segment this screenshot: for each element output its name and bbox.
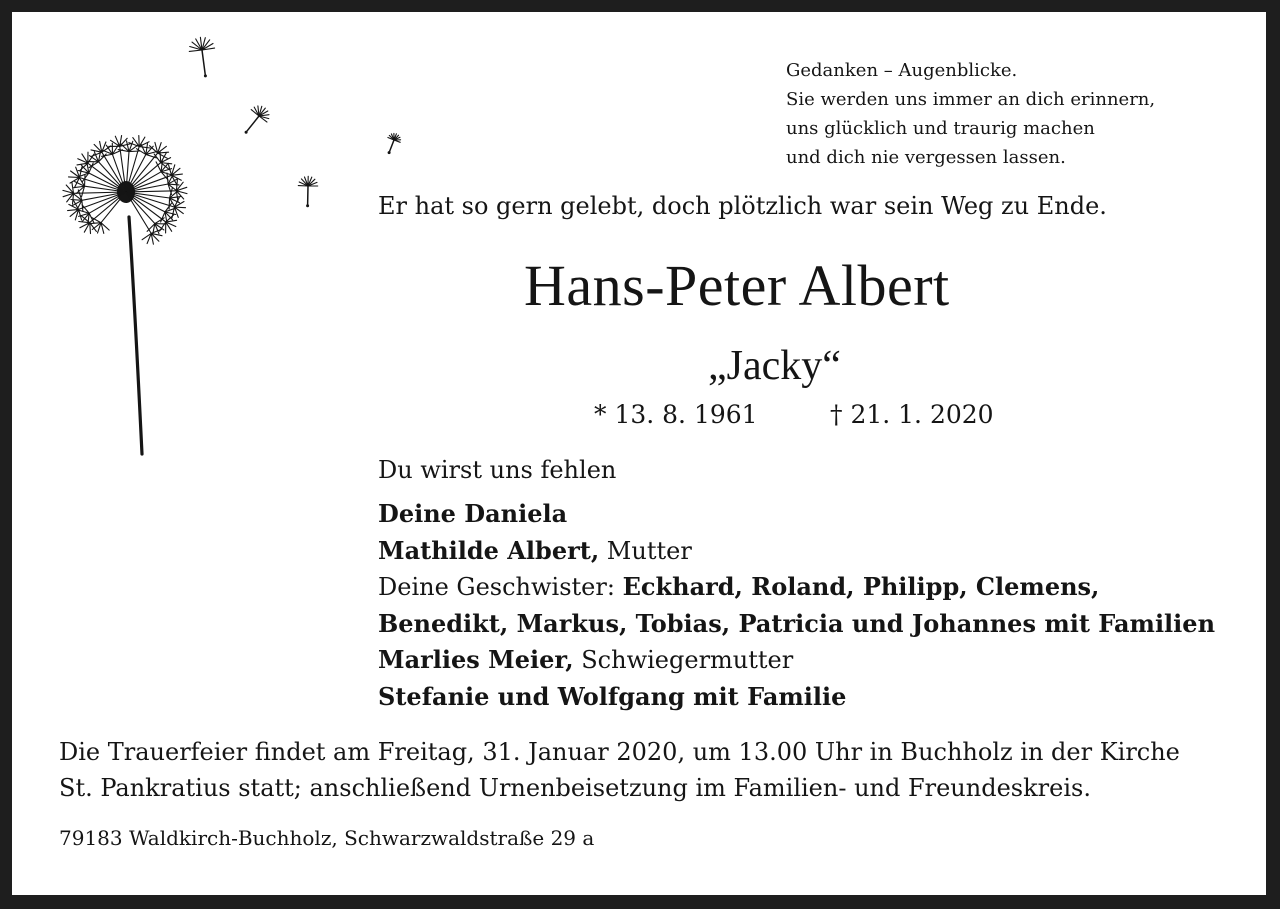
birth-date: * 13. 8. 1961 <box>594 400 758 429</box>
mourners-list <box>378 496 1215 715</box>
poem-line: uns glücklich und traurig machen <box>786 118 1095 139</box>
mourner-name: Deine Daniela <box>378 499 568 528</box>
dandelion-seed-icon <box>189 37 400 207</box>
ceremony-line: St. Pankratius statt; anschließend Urnenbeisetzung im Familien- und Freundeskreis. <box>59 774 1091 802</box>
poem-line: und dich nie vergessen lassen. <box>786 147 1066 168</box>
mourner-line <box>378 606 1215 643</box>
mourner-line <box>378 642 1215 679</box>
motto: Er hat so gern gelebt, doch plötzlich war sein Weg zu Ende. <box>378 192 1107 220</box>
poem-line: Gedanken – Augenblicke. <box>786 60 1018 81</box>
mourner-relation: Deine Geschwister: <box>378 573 623 601</box>
mourner-name: Marlies Meier, <box>378 645 574 674</box>
nickname: „Jacky“ <box>708 343 841 389</box>
mourner-line <box>378 569 1215 606</box>
ceremony-line: Die Trauerfeier findet am Freitag, 31. Januar 2020, um 13.00 Uhr in Buchholz in der Kirche <box>59 738 1180 766</box>
poem-line: Sie werden uns immer an dich erinnern, <box>786 89 1156 110</box>
mourner-name: Benedikt, Markus, Tobias, Patricia und Johannes mit Familien <box>378 608 1216 638</box>
deceased-name: Hans-Peter Albert <box>524 253 950 318</box>
mourner-name: Stefanie und Wolfgang mit Familie <box>378 681 847 711</box>
address: 79183 Waldkirch-Buchholz, Schwarzwaldstraße 29 a <box>59 826 595 850</box>
mourner-relation: Mutter <box>599 536 692 565</box>
obituary-notice <box>12 12 1266 895</box>
death-date: † 21. 1. 2020 <box>830 400 994 429</box>
poem <box>786 56 1155 172</box>
mourner-name: Mathilde Albert, <box>378 535 600 565</box>
farewell-line: Du wirst uns fehlen <box>378 456 617 484</box>
mourner-line <box>378 679 1215 716</box>
mourner-name: Eckhard, Roland, Philipp, Clemens, <box>622 572 1100 601</box>
mourner-line <box>378 533 1215 570</box>
dandelion-icon <box>63 136 187 455</box>
mourner-relation: Schwiegermutter <box>573 646 794 674</box>
mourner-line <box>378 496 1215 533</box>
ceremony-info <box>59 734 1180 806</box>
